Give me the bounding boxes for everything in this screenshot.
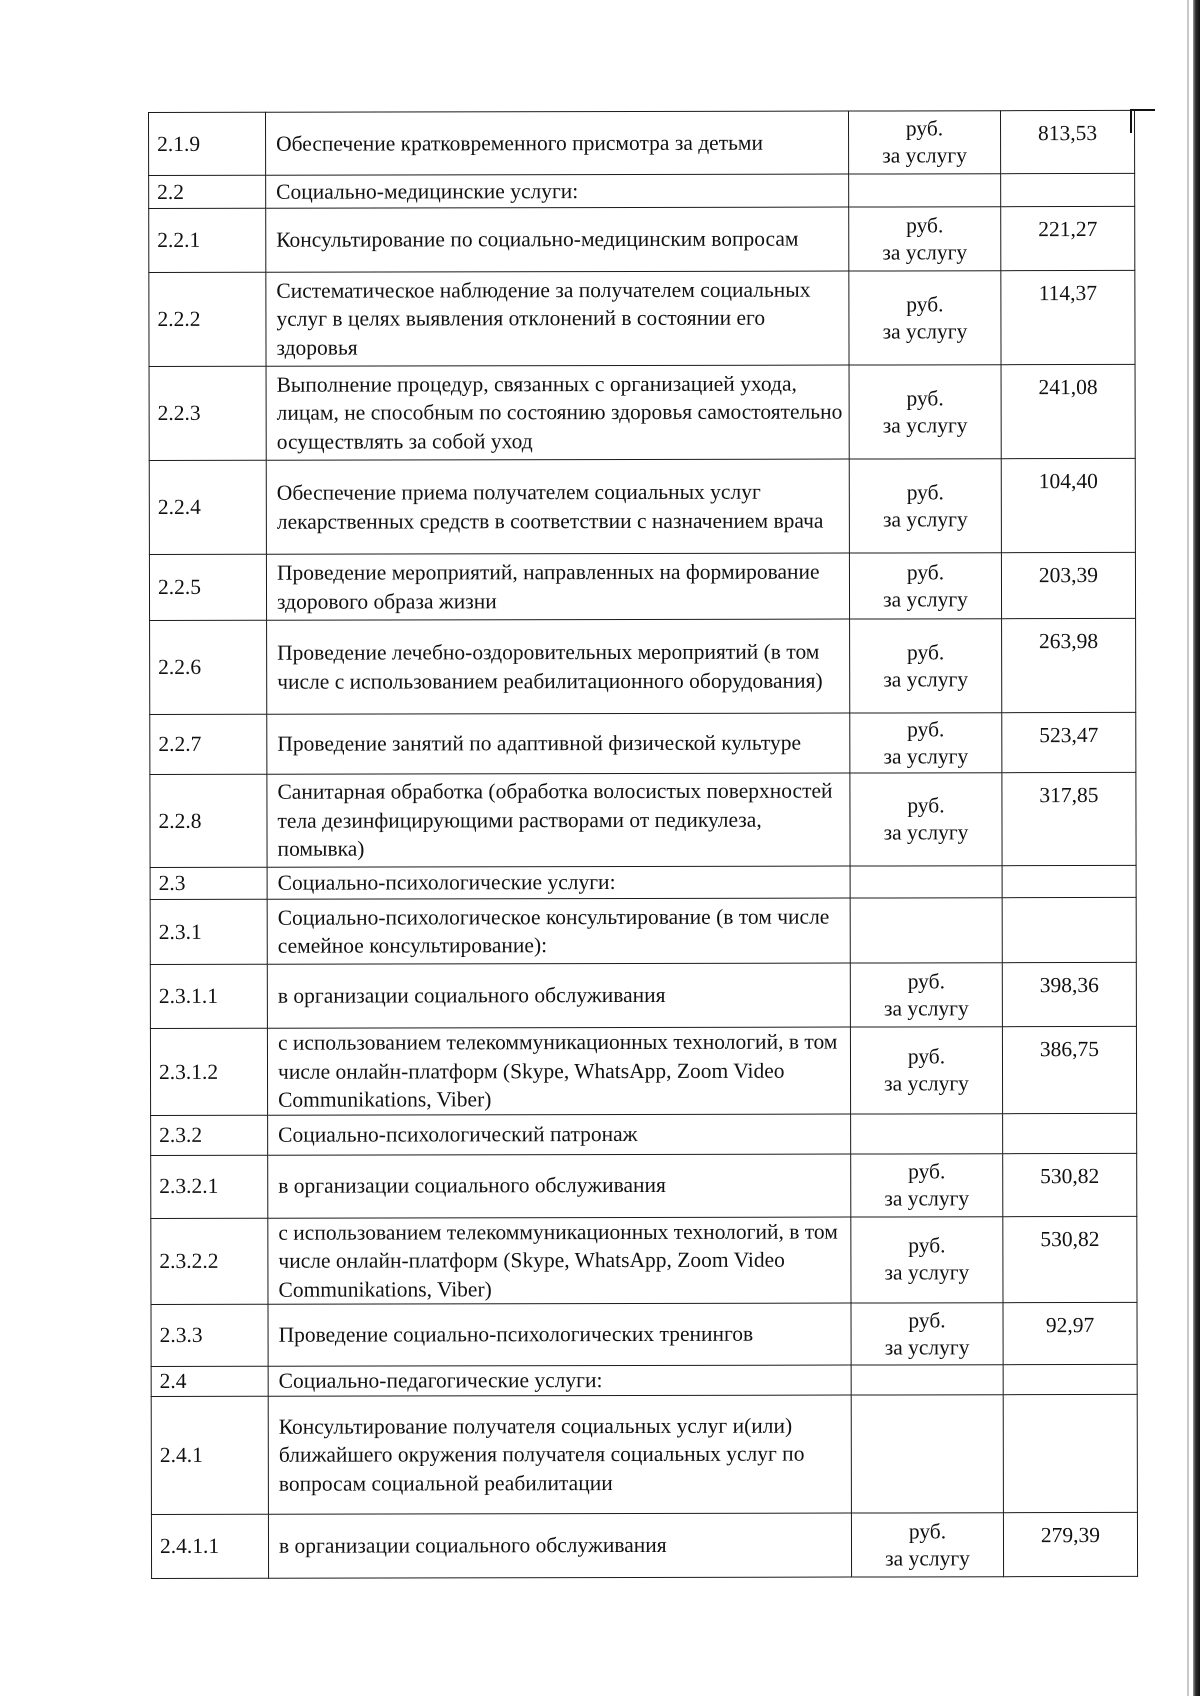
unit-currency: руб. xyxy=(908,1307,946,1332)
unit-currency: руб. xyxy=(908,1158,946,1183)
service-name: Обеспечение приема получателем социальных услуг лекарственных средств в соответствии с назначением врача xyxy=(266,459,849,554)
service-price: 398,36 xyxy=(1002,962,1136,1026)
table-row xyxy=(150,897,1136,964)
service-price: 104,40 xyxy=(1001,458,1135,552)
table-row xyxy=(151,1512,1137,1578)
service-price: 813,53 xyxy=(1000,110,1134,173)
service-code: 2.3.1.2 xyxy=(150,1028,267,1115)
table-row xyxy=(149,552,1135,620)
service-price: 279,39 xyxy=(1003,1512,1137,1576)
unit-currency: руб. xyxy=(907,793,945,818)
service-name: Проведение лечебно-оздоровительных мероприятий (в том числе с использованием реабилитационного оборудования) xyxy=(267,619,850,714)
unit-cell xyxy=(851,1216,1003,1303)
table-row xyxy=(149,206,1135,272)
service-name: с использованием телекоммуникационных технологий, в том числе онлайн-платформ (Skype, WhatsApp, Zoom Video Communikations, Viber) xyxy=(268,1217,851,1305)
unit-per: за услугу xyxy=(883,743,969,768)
service-name: Выполнение процедур, связанных с организацией ухода, лицам, не способным по состоянию здоровья самостоятельно осуществлять за собой уход xyxy=(266,365,849,460)
table-row xyxy=(149,173,1135,208)
service-code: 2.2.7 xyxy=(150,714,267,774)
unit-currency: руб. xyxy=(908,1233,946,1258)
table-row xyxy=(150,865,1136,899)
service-price-table xyxy=(148,110,1138,1579)
service-code: 2.2.1 xyxy=(149,208,266,272)
unit-cell xyxy=(851,1153,1003,1216)
table-row xyxy=(149,364,1135,460)
section-title: Социально-медицинские услуги: xyxy=(266,174,849,208)
service-code: 2.3.1 xyxy=(150,899,267,964)
unit-cell xyxy=(850,713,1002,773)
table-row xyxy=(151,1394,1137,1514)
service-code: 2.3.2.2 xyxy=(151,1218,268,1305)
table-row xyxy=(151,1364,1137,1396)
service-name: в организации социального обслуживания xyxy=(268,1154,851,1218)
section-code: 2.2 xyxy=(149,175,266,208)
section-title: Социально-психологические услуги: xyxy=(267,866,850,899)
service-code: 2.3.3 xyxy=(151,1304,268,1366)
unit-per: за услугу xyxy=(882,318,968,343)
unit-per: за услугу xyxy=(883,666,969,691)
unit-per: за услугу xyxy=(883,586,968,611)
section-code: 2.3 xyxy=(150,867,267,899)
table-row xyxy=(150,712,1136,774)
unit-cell xyxy=(851,1513,1003,1577)
unit-per: за услугу xyxy=(884,1334,970,1359)
unit-cell xyxy=(851,1303,1003,1365)
service-name: Проведение занятий по адаптивной физической культуре xyxy=(267,713,850,774)
service-code: 2.2.2 xyxy=(149,272,266,366)
table-row xyxy=(150,618,1136,714)
unit-cell xyxy=(849,365,1001,459)
service-price: 523,47 xyxy=(1002,712,1136,772)
section-code: 2.4 xyxy=(151,1366,268,1396)
unit-currency: руб. xyxy=(906,639,945,664)
unit-cell xyxy=(850,1027,1002,1114)
service-name: Консультирование получателя социальных услуг и(или) ближайшего окружения получателя социальных услуг по вопросам социальной реабилитации xyxy=(268,1395,851,1514)
unit-cell xyxy=(849,207,1001,271)
service-price: 241,08 xyxy=(1001,364,1135,458)
service-price: 530,82 xyxy=(1003,1216,1137,1303)
unit-currency: руб. xyxy=(908,1518,947,1543)
unit-cell xyxy=(849,459,1001,553)
service-price xyxy=(1003,1364,1137,1394)
service-price: 317,85 xyxy=(1002,772,1136,865)
unit-per: за услугу xyxy=(884,1260,970,1285)
unit-currency: руб. xyxy=(907,716,945,741)
table-row xyxy=(150,1026,1136,1115)
service-name: Обеспечение кратковременного присмотра за детьми xyxy=(266,111,849,175)
service-name: Проведение мероприятий, направленных на формирование здорового образа жизни xyxy=(266,553,849,620)
scan-edge-shadow xyxy=(1193,0,1200,1696)
unit-cell xyxy=(848,111,1000,174)
unit-currency: руб. xyxy=(906,385,944,410)
service-code: 2.4.1 xyxy=(151,1396,268,1514)
service-name: Проведение социально-психологических тренингов xyxy=(268,1303,851,1366)
unit-currency: руб. xyxy=(907,1044,946,1069)
service-price xyxy=(1002,897,1136,962)
service-name: в организации социального обслуживания xyxy=(268,1513,851,1578)
service-name: Социально-психологическое консультирование (в том числе семейное консультирование): xyxy=(267,898,850,964)
service-price xyxy=(1003,1113,1137,1153)
service-code: 2.2.6 xyxy=(150,620,267,714)
unit-cell xyxy=(850,866,1002,898)
table-row xyxy=(149,270,1135,366)
service-price: 92,97 xyxy=(1003,1302,1137,1364)
unit-cell xyxy=(851,1113,1003,1153)
unit-per: за услугу xyxy=(883,995,969,1020)
service-name: с использованием телекоммуникационных технологий, в том числе онлайн-платформ (Skype, WhatsApp, Zoom Video Communikations, Viber) xyxy=(267,1027,850,1115)
service-code: 2.2.3 xyxy=(149,366,266,460)
table-row xyxy=(151,1153,1137,1218)
service-code: 2.2.4 xyxy=(149,460,266,554)
service-name: Санитарная обработка (обработка волосистых поверхностей тела дезинфицирующими растворами от педикулеза, помывка) xyxy=(267,773,850,867)
table-row xyxy=(150,772,1136,867)
service-name: в организации социального обслуживания xyxy=(267,963,850,1028)
service-price: 203,39 xyxy=(1001,552,1135,618)
unit-per: за услугу xyxy=(882,239,968,264)
unit-cell xyxy=(850,773,1002,866)
service-price xyxy=(1002,865,1136,897)
table-row xyxy=(151,1113,1137,1155)
unit-per: за услугу xyxy=(883,820,969,845)
table-row xyxy=(151,1302,1137,1366)
unit-per: за услугу xyxy=(882,412,968,437)
unit-cell xyxy=(850,619,1002,713)
scan-edge-line xyxy=(1187,0,1189,1696)
service-code: 2.3.1.1 xyxy=(150,964,267,1028)
unit-cell xyxy=(850,963,1002,1027)
unit-cell xyxy=(851,1365,1003,1395)
service-code: 2.4.1.1 xyxy=(151,1514,268,1578)
unit-currency: руб. xyxy=(906,479,944,504)
unit-per: за услугу xyxy=(884,1071,969,1096)
service-code: 2.3.2.1 xyxy=(151,1155,268,1218)
service-code: 2.3.2 xyxy=(151,1115,268,1155)
unit-cell xyxy=(849,174,1001,207)
service-price: 530,82 xyxy=(1003,1153,1137,1216)
unit-currency: руб. xyxy=(906,559,945,584)
service-code: 2.1.9 xyxy=(149,112,266,175)
section-title: Социально-педагогические услуги: xyxy=(268,1365,851,1396)
unit-cell xyxy=(850,898,1002,963)
service-price xyxy=(1003,1394,1137,1512)
table-row xyxy=(151,1216,1137,1305)
service-code: 2.2.5 xyxy=(149,554,266,620)
unit-cell xyxy=(849,271,1001,365)
service-name: Систематическое наблюдение за получателем социальных услуг в целях выявления отклонений в состоянии его здоровья xyxy=(266,271,849,366)
service-price: 221,27 xyxy=(1001,206,1135,270)
unit-cell xyxy=(849,553,1001,619)
service-price: 263,98 xyxy=(1002,618,1136,712)
unit-per: за услугу xyxy=(885,1545,970,1570)
table-row xyxy=(149,458,1135,554)
unit-currency: руб. xyxy=(907,968,945,993)
service-name: Социально-психологический патронаж xyxy=(268,1114,851,1155)
service-name: Консультирование по социально-медицинским вопросам xyxy=(266,207,849,272)
unit-currency: руб. xyxy=(905,116,944,141)
table-row xyxy=(149,110,1135,175)
table-row xyxy=(150,962,1136,1028)
unit-currency: руб. xyxy=(906,291,944,316)
unit-cell xyxy=(851,1395,1003,1513)
service-price: 386,75 xyxy=(1002,1026,1136,1113)
service-price: 114,37 xyxy=(1001,270,1135,364)
unit-currency: руб. xyxy=(906,212,944,237)
unit-per: за услугу xyxy=(884,1185,970,1210)
unit-per: за услугу xyxy=(882,143,967,168)
service-price xyxy=(1001,173,1135,206)
unit-per: за услугу xyxy=(882,506,968,531)
service-code: 2.2.8 xyxy=(150,774,267,867)
